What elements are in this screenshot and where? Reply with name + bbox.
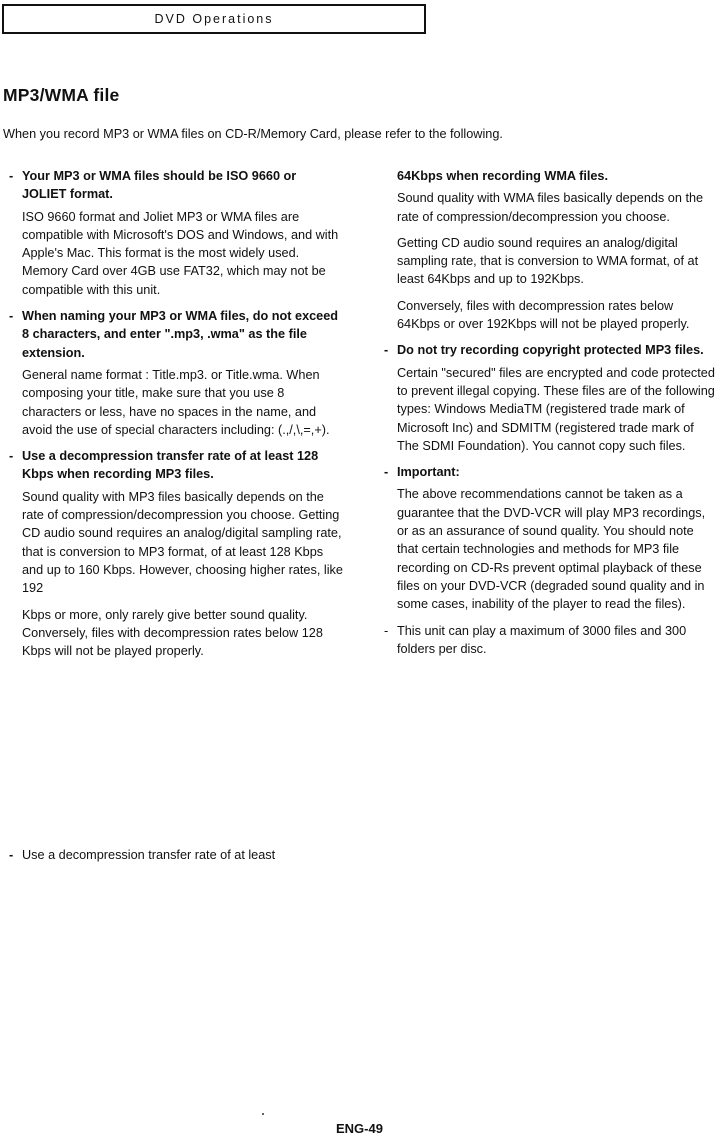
item-paragraph: Sound quality with MP3 files basically depends on the rate of compression/decompression you choose. Getting CD audio sound requires an analog/digital sampling rate, that is conversion to MP3 format, of at least 128 Kbps and up to 160 Kbps. However, choosing higher rates, like 192	[22, 489, 343, 596]
item-paragraph: General name format : Title.mp3. or Title.wma. When composing your title, make sure that you use 8 characters or less, have no spaces in the name, and avoid the use of special characters including: (.,/,\,=,+).	[22, 367, 330, 437]
dash-bullet: -	[9, 848, 14, 862]
item-heading: Important:	[397, 465, 460, 480]
stray-dot	[262, 1113, 264, 1115]
list-item-continued	[384, 167, 716, 333]
page-number: ENG-49	[336, 1121, 383, 1136]
item-paragraph: This unit can play a maximum of 3000 files and 300 folders per disc.	[397, 623, 687, 656]
dash-bullet: -	[384, 343, 389, 358]
left-column	[9, 167, 344, 668]
item-paragraph: ISO 9660 format and Joliet MP3 or WMA files are compatible with Microsoft's DOS and Windows, and with Apple's Mac. This format is the most widely used. Memory Card over 4GB use FAT32, which may not be compatible with this unit.	[22, 209, 339, 297]
item-paragraph: Kbps or more, only rarely give better sound quality. Conversely, files with decompression rates below 128 Kbps will not be played properly.	[22, 607, 323, 659]
item-paragraph: Certain "secured" files are encrypted and code protected to prevent illegal copying. These files are of the following types: Windows MediaTM (registered trade mark of Microsoft Inc) and SDMITM (registered trade mark of The SDMI Foundation). You cannot copy such files.	[397, 365, 715, 453]
dash-bullet: -	[384, 623, 389, 638]
list-item	[9, 447, 344, 660]
item-heading: When naming your MP3 or WMA files, do not exceed 8 characters, and enter ".mp3, .wma" as the file extension.	[22, 309, 339, 360]
dash-bullet: -	[384, 465, 389, 480]
item-heading: Your MP3 or WMA files should be ISO 9660 or JOLIET format.	[22, 169, 297, 202]
item-paragraph: The above recommendations cannot be taken as a guarantee that the DVD-VCR will play MP3 recordings, or as an assurance of sound quality. You should note that certain technologies and methods for MP3 file recording on CD-Rs prevent optimal playback of these files on your DVD-VCR (degraded sound quality and in some cases, inability of the player to read the files).	[397, 487, 706, 612]
section-header-box	[2, 4, 426, 34]
list-item	[384, 341, 716, 455]
item-paragraph: Getting CD audio sound requires an analog/digital sampling rate, that is conversion to WMA format, of at least 64Kbps and up to 192Kbps.	[397, 235, 699, 287]
list-item	[384, 463, 716, 613]
list-item	[384, 622, 716, 659]
item-heading: 64Kbps when recording WMA files.	[397, 169, 609, 183]
dash-bullet: -	[9, 449, 14, 464]
item-paragraph: Conversely, files with decompression rates below 64Kbps or over 192Kbps will not be played properly.	[397, 298, 690, 332]
list-item	[9, 307, 344, 439]
right-column	[384, 167, 716, 666]
item-heading: Use a decompression transfer rate of at least 128 Kbps when recording MP3 files.	[22, 449, 319, 482]
dash-bullet: -	[9, 309, 14, 324]
intro-text: When you record MP3 or WMA files on CD-R/Memory Card, please refer to the following.	[3, 127, 503, 141]
dash-bullet: -	[9, 169, 14, 183]
footer-item-text: Use a decompression transfer rate of at least	[22, 848, 276, 862]
list-item	[9, 167, 344, 299]
section-title: DVD Operations	[154, 12, 274, 26]
page-title: MP3/WMA file	[3, 85, 120, 105]
footer-list-item	[9, 846, 362, 864]
item-heading: Do not try recording copyright protected MP3 files.	[397, 343, 704, 358]
item-paragraph: Sound quality with WMA files basically depends on the rate of compression/decompression you choose.	[397, 191, 704, 224]
